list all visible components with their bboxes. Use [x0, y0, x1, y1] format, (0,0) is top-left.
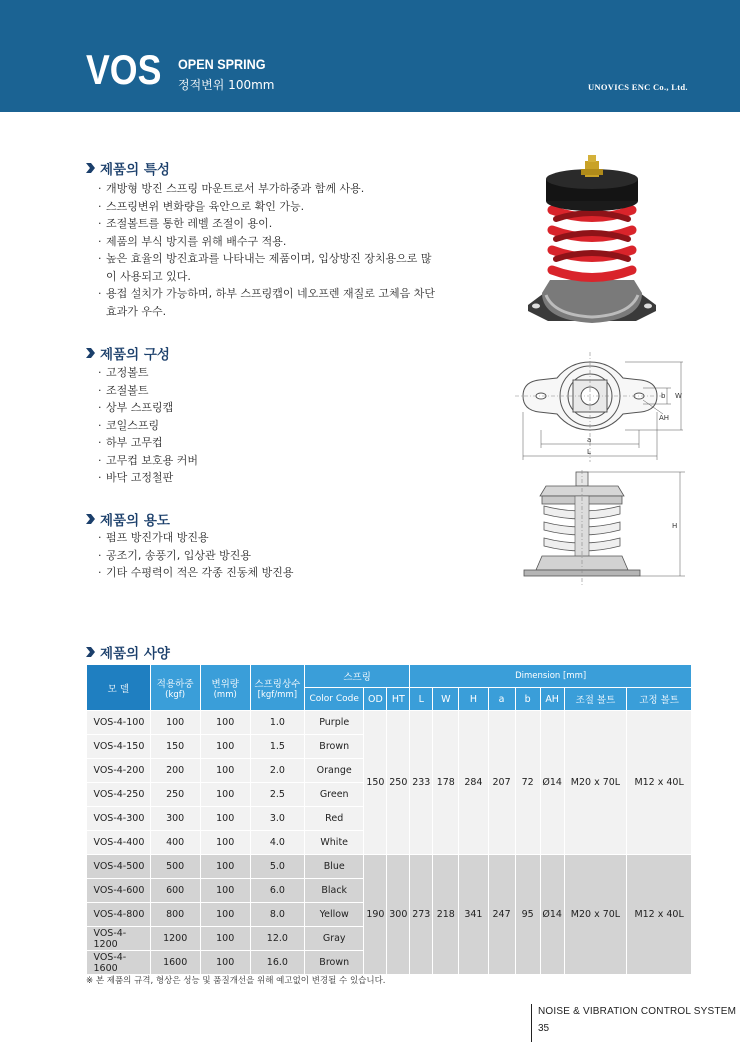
- uses-heading: [86, 509, 170, 529]
- cell-load: 400: [150, 831, 200, 855]
- cell-color: Red: [304, 807, 363, 831]
- header-disp: [200, 665, 250, 711]
- cell-disp: 100: [200, 951, 250, 975]
- cell-color: Orange: [304, 759, 363, 783]
- list-item: · 높은 효율의 방진효과를 나타내는 제품이며, 입상방진 장치용으로 많이 사용되고 있다.: [98, 250, 438, 285]
- cell-fix-bolt: M12 x 40L: [627, 711, 692, 855]
- cell-const: 1.0: [250, 711, 304, 735]
- table-row: [87, 855, 692, 879]
- cell-b: 72: [515, 711, 540, 855]
- cell-color: Yellow: [304, 903, 363, 927]
- cell-disp: 100: [200, 831, 250, 855]
- cell-color: Green: [304, 783, 363, 807]
- list-item: · 기타 수평력이 적은 각종 진동체 방진용: [98, 564, 438, 582]
- spec-table: [86, 664, 692, 975]
- cell-model: VOS-4-1600: [87, 951, 151, 975]
- list-item: · 고정볼트: [98, 364, 438, 382]
- cell-const: 2.0: [250, 759, 304, 783]
- cell-color: Brown: [304, 735, 363, 759]
- cell-model: VOS-4-150: [87, 735, 151, 759]
- cell-ht: 300: [387, 855, 410, 975]
- cell-load: 600: [150, 879, 200, 903]
- cell-disp: 100: [200, 927, 250, 951]
- cell-l: 273: [410, 855, 433, 975]
- cell-load: 500: [150, 855, 200, 879]
- cell-load: 1200: [150, 927, 200, 951]
- cell-h: 341: [459, 855, 488, 975]
- top-view-diagram: [515, 352, 695, 464]
- cell-h: 284: [459, 711, 488, 855]
- cell-const: 3.0: [250, 807, 304, 831]
- header-load: [150, 665, 200, 711]
- features-list: [98, 180, 438, 320]
- cell-a: 247: [488, 855, 515, 975]
- list-item: · 바닥 고정철판: [98, 469, 438, 487]
- dim-l-label: L: [587, 448, 591, 456]
- list-item: · 공조기, 송풍기, 입상관 방진용: [98, 547, 438, 565]
- cell-model: VOS-4-100: [87, 711, 151, 735]
- uses-list: [98, 529, 438, 582]
- section-arrow-icon: [86, 514, 95, 524]
- section-arrow-icon: [86, 647, 95, 657]
- cell-load: 300: [150, 807, 200, 831]
- cell-load: 800: [150, 903, 200, 927]
- header-a: a: [488, 688, 515, 711]
- cell-model: VOS-4-600: [87, 879, 151, 903]
- list-item: · 용접 설치가 가능하며, 하부 스프링캡이 네오프렌 재질로 고체음 차단 효과가 우수.: [98, 285, 438, 320]
- cell-const: 6.0: [250, 879, 304, 903]
- components-list: [98, 364, 438, 487]
- cell-l: 233: [410, 711, 433, 855]
- header-b: b: [515, 688, 540, 711]
- spec-title: 제품의 사양: [100, 646, 170, 662]
- header-const: [250, 665, 304, 711]
- header-load-unit: (kgf): [165, 689, 186, 700]
- cell-w: 218: [433, 855, 459, 975]
- cell-load: 200: [150, 759, 200, 783]
- header-const-label: 스프링상수: [254, 678, 301, 690]
- product-title: VOS: [86, 46, 162, 93]
- header-model: 모 델: [87, 665, 151, 711]
- dim-w-label: W: [675, 392, 682, 400]
- cell-disp: 100: [200, 879, 250, 903]
- cell-disp: 100: [200, 783, 250, 807]
- cell-const: 1.5: [250, 735, 304, 759]
- header-color-code: Color Code: [304, 688, 363, 711]
- header-disp-label: 변위량: [211, 678, 239, 690]
- cell-model: VOS-4-200: [87, 759, 151, 783]
- product-subtitle-en: OPEN SPRING: [178, 56, 266, 72]
- components-title: 제품의 구성: [100, 347, 170, 363]
- section-arrow-icon: [86, 163, 95, 173]
- cell-model: VOS-4-500: [87, 855, 151, 879]
- cell-const: 8.0: [250, 903, 304, 927]
- page-number: 35: [538, 1023, 550, 1034]
- header-fix-bolt: 고정 볼트: [627, 688, 692, 711]
- cell-ah: Ø14: [540, 711, 564, 855]
- cell-model: VOS-4-300: [87, 807, 151, 831]
- list-item: · 조절볼트: [98, 382, 438, 400]
- cell-color: Black: [304, 879, 363, 903]
- cell-fix-bolt: M12 x 40L: [627, 855, 692, 975]
- header-const-unit: [kgf/mm]: [257, 689, 298, 700]
- cell-disp: 100: [200, 807, 250, 831]
- product-subtitle-kr: 정적변위 100mm: [178, 78, 275, 92]
- header-ht: HT: [387, 688, 410, 711]
- list-item: · 스프링변위 변화량을 육안으로 확인 가능.: [98, 198, 438, 216]
- header-h: H: [459, 688, 488, 711]
- product-photo: [524, 155, 659, 340]
- cell-model: VOS-4-250: [87, 783, 151, 807]
- header-dimension: Dimension [mm]: [410, 665, 692, 688]
- header-load-label: 적용하중: [156, 678, 194, 690]
- cell-disp: 100: [200, 855, 250, 879]
- cell-disp: 100: [200, 735, 250, 759]
- cell-ah: Ø14: [540, 855, 564, 975]
- features-title: 제품의 특성: [100, 162, 170, 178]
- cell-a: 207: [488, 711, 515, 855]
- header-disp-unit: (mm): [213, 689, 237, 700]
- header-adj-bolt: 조절 볼트: [564, 688, 627, 711]
- cell-load: 250: [150, 783, 200, 807]
- company-name: UNOVICS ENC Co., Ltd.: [588, 82, 688, 92]
- dim-a-label: a: [587, 436, 592, 444]
- page-header: [0, 0, 740, 112]
- cell-adj-bolt: M20 x 70L: [564, 855, 627, 975]
- cell-load: 100: [150, 711, 200, 735]
- cell-disp: 100: [200, 903, 250, 927]
- cell-model: VOS-4-800: [87, 903, 151, 927]
- list-item: · 하부 고무컵: [98, 434, 438, 452]
- components-heading: [86, 343, 170, 363]
- cell-model: VOS-4-1200: [87, 927, 151, 951]
- cell-const: 2.5: [250, 783, 304, 807]
- uses-title: 제품의 용도: [100, 513, 170, 529]
- cell-color: Blue: [304, 855, 363, 879]
- dim-b-label: b: [661, 392, 666, 400]
- list-item: · 제품의 부식 방지를 위해 배수구 적용.: [98, 233, 438, 251]
- features-heading: [86, 158, 170, 178]
- cell-b: 95: [515, 855, 540, 975]
- dim-ah-label: AH: [659, 414, 670, 422]
- cell-color: Gray: [304, 927, 363, 951]
- footer-divider: [531, 1004, 532, 1042]
- header-spring: 스프링: [304, 665, 409, 688]
- footer-system-label: NOISE & VIBRATION CONTROL SYSTEM: [538, 1006, 737, 1017]
- list-item: · 조절볼트를 통한 레벨 조절이 용이.: [98, 215, 438, 233]
- list-item: · 개방형 방진 스프링 마운트로서 부가하중과 함께 사용.: [98, 180, 438, 198]
- cell-const: 5.0: [250, 855, 304, 879]
- cell-adj-bolt: M20 x 70L: [564, 711, 627, 855]
- cell-const: 4.0: [250, 831, 304, 855]
- spec-heading: [86, 642, 170, 662]
- cell-color: Brown: [304, 951, 363, 975]
- cell-load: 1600: [150, 951, 200, 975]
- header-l: L: [410, 688, 433, 711]
- cell-od: 190: [364, 855, 387, 975]
- cell-const: 16.0: [250, 951, 304, 975]
- cell-model: VOS-4-400: [87, 831, 151, 855]
- cell-load: 150: [150, 735, 200, 759]
- list-item: · 펌프 방진가대 방진용: [98, 529, 438, 547]
- cell-const: 12.0: [250, 927, 304, 951]
- header-ah: AH: [540, 688, 564, 711]
- header-od: OD: [364, 688, 387, 711]
- section-arrow-icon: [86, 348, 95, 358]
- cell-disp: 100: [200, 759, 250, 783]
- cell-w: 178: [433, 711, 459, 855]
- table-row: [87, 711, 692, 735]
- cell-ht: 250: [387, 711, 410, 855]
- cell-color: White: [304, 831, 363, 855]
- header-w: W: [433, 688, 459, 711]
- list-item: · 상부 스프링캡: [98, 399, 438, 417]
- cell-disp: 100: [200, 711, 250, 735]
- cell-color: Purple: [304, 711, 363, 735]
- list-item: · 코일스프링: [98, 417, 438, 435]
- spec-note: ※ 본 제품의 규격, 형상은 성능 및 품질개선을 위해 예고없이 변경될 수 있습니다.: [86, 976, 386, 986]
- cell-od: 150: [364, 711, 387, 855]
- side-view-diagram: [520, 470, 690, 588]
- dim-h-label: H: [672, 522, 678, 530]
- list-item: · 고무컵 보호용 커버: [98, 452, 438, 470]
